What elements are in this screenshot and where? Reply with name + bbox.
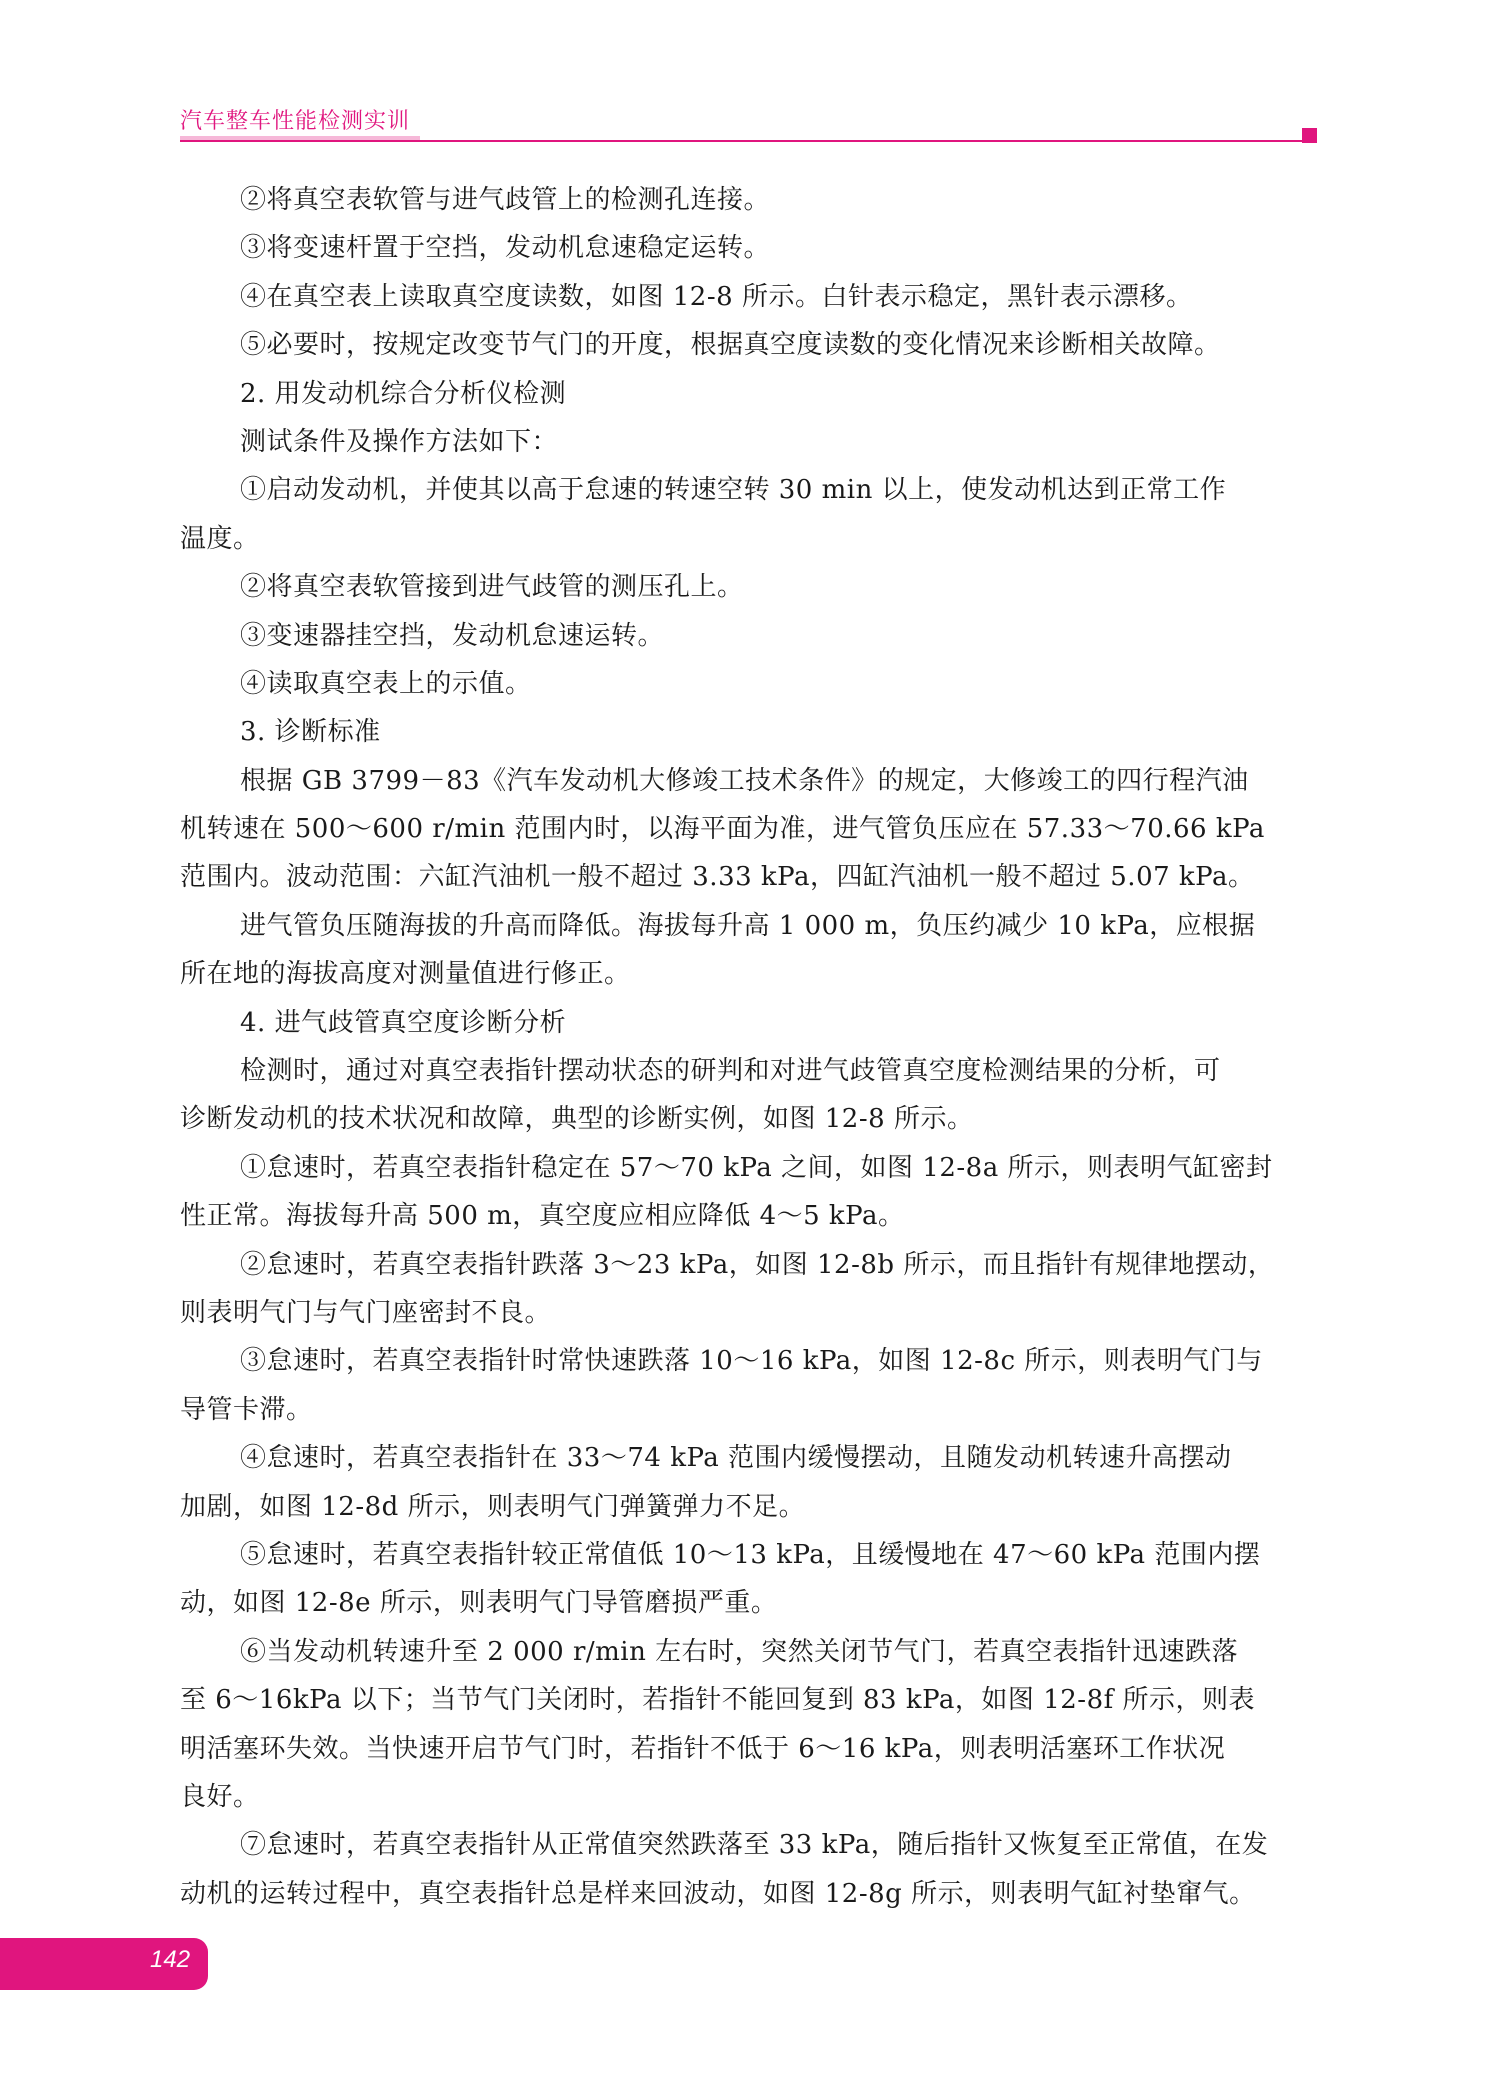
paragraph: 进气管负压随海拔的升高而降低。海拔每升高 1 000 m，负压约减少 10 kPa，应根据	[240, 910, 1256, 941]
paragraph-continuation: 性正常。海拔每升高 500 m，真空度应相应降低 4～5 kPa。	[180, 1201, 905, 1232]
paragraph-continuation: 明活塞环失效。当快速开启节气门时，若指针不低于 6～16 kPa，则表明活塞环工作状况	[180, 1733, 1226, 1764]
paragraph: ①怠速时，若真空表指针稳定在 57～70 kPa 之间，如图 12-8a 所示，则表明气缸密封	[240, 1152, 1273, 1183]
paragraph-continuation: 范围内。波动范围：六缸汽油机一般不超过 3.33 kPa，四缸汽油机一般不超过 5.07 kPa。	[180, 862, 1255, 893]
paragraph: 测试条件及操作方法如下：	[240, 426, 559, 457]
paragraph: ②将真空表软管与进气歧管上的检测孔连接。	[240, 185, 771, 215]
paragraph-continuation: 动机的运转过程中，真空表指针总是样来回波动，如图 12-8g 所示，则表明气缸衬垫窜气。	[180, 1878, 1256, 1909]
paragraph-continuation: 诊断发动机的技术状况和故障，典型的诊断实例，如图 12-8 所示。	[180, 1104, 974, 1135]
paragraph: ②将真空表软管接到进气歧管的测压孔上。	[240, 572, 744, 603]
paragraph-continuation: 良好。	[180, 1781, 260, 1812]
paragraph-continuation: 所在地的海拔高度对测量值进行修正。	[180, 959, 631, 990]
paragraph: ④在真空表上读取真空度读数，如图 12-8 所示。白针表示稳定，黑针表示漂移。	[240, 281, 1193, 312]
section-heading: 3. 诊断标准	[240, 717, 381, 748]
paragraph: ⑤怠速时，若真空表指针较正常值低 10～13 kPa，且缓慢地在 47～60 kPa 范围内摆	[240, 1539, 1261, 1570]
paragraph: 根据 GB 3799－83《汽车发动机大修竣工技术条件》的规定，大修竣工的四行程汽油	[240, 765, 1249, 796]
paragraph: ④读取真空表上的示值。	[240, 668, 532, 699]
paragraph: ③变速器挂空挡，发动机怠速运转。	[240, 620, 665, 651]
header-square-marker	[1302, 128, 1317, 143]
paragraph: ③将变速杆置于空挡，发动机怠速稳定运转。	[240, 233, 771, 264]
section-heading: 4. 进气歧管真空度诊断分析	[240, 1007, 567, 1038]
header-rule	[180, 140, 1305, 142]
paragraph-continuation: 导管卡滞。	[180, 1394, 313, 1425]
paragraph-continuation: 动，如图 12-8e 所示，则表明气门导管磨损严重。	[180, 1588, 778, 1619]
paragraph: ⑥当发动机转速升至 2 000 r/min 左右时，突然关闭节气门，若真空表指针迅速跌落	[240, 1636, 1239, 1667]
paragraph-continuation: 至 6～16kPa 以下；当节气门关闭时，若指针不能回复到 83 kPa，如图 12-8f 所示，则表	[180, 1685, 1255, 1716]
paragraph-continuation: 温度。	[180, 523, 260, 554]
paragraph: ⑤必要时，按规定改变节气门的开度，根据真空度读数的变化情况来诊断相关故障。	[240, 330, 1221, 361]
paragraph-continuation: 机转速在 500～600 r/min 范围内时，以海平面为准，进气管负压应在 57.33～70.66 kPa	[180, 814, 1265, 845]
body-text	[180, 176, 1316, 1918]
paragraph-continuation: 加剧，如图 12-8d 所示，则表明气门弹簧弹力不足。	[180, 1491, 806, 1522]
paragraph: ③怠速时，若真空表指针时常快速跌落 10～16 kPa，如图 12-8c 所示，则表明气门与	[240, 1346, 1263, 1377]
paragraph: 检测时，通过对真空表指针摆动状态的研判和对进气歧管真空度检测结果的分析，可	[240, 1056, 1221, 1087]
section-heading: 2. 用发动机综合分析仪检测	[240, 378, 567, 409]
paragraph: ⑦怠速时，若真空表指针从正常值突然跌落至 33 kPa，随后指针又恢复至正常值，在发	[240, 1830, 1269, 1861]
running-header: 汽车整车性能检测实训	[180, 109, 411, 134]
paragraph-continuation: 则表明气门与气门座密封不良。	[180, 1297, 552, 1328]
paragraph: ④怠速时，若真空表指针在 33～74 kPa 范围内缓慢摆动，且随发动机转速升高摆动	[240, 1443, 1232, 1474]
paragraph: ①启动发动机，并使其以高于怠速的转速空转 30 min 以上，使发动机达到正常工作	[240, 475, 1227, 506]
page-number: 142	[150, 1946, 191, 1973]
paragraph: ②怠速时，若真空表指针跌落 3～23 kPa，如图 12-8b 所示，而且指针有规律地摆动，	[240, 1249, 1275, 1280]
